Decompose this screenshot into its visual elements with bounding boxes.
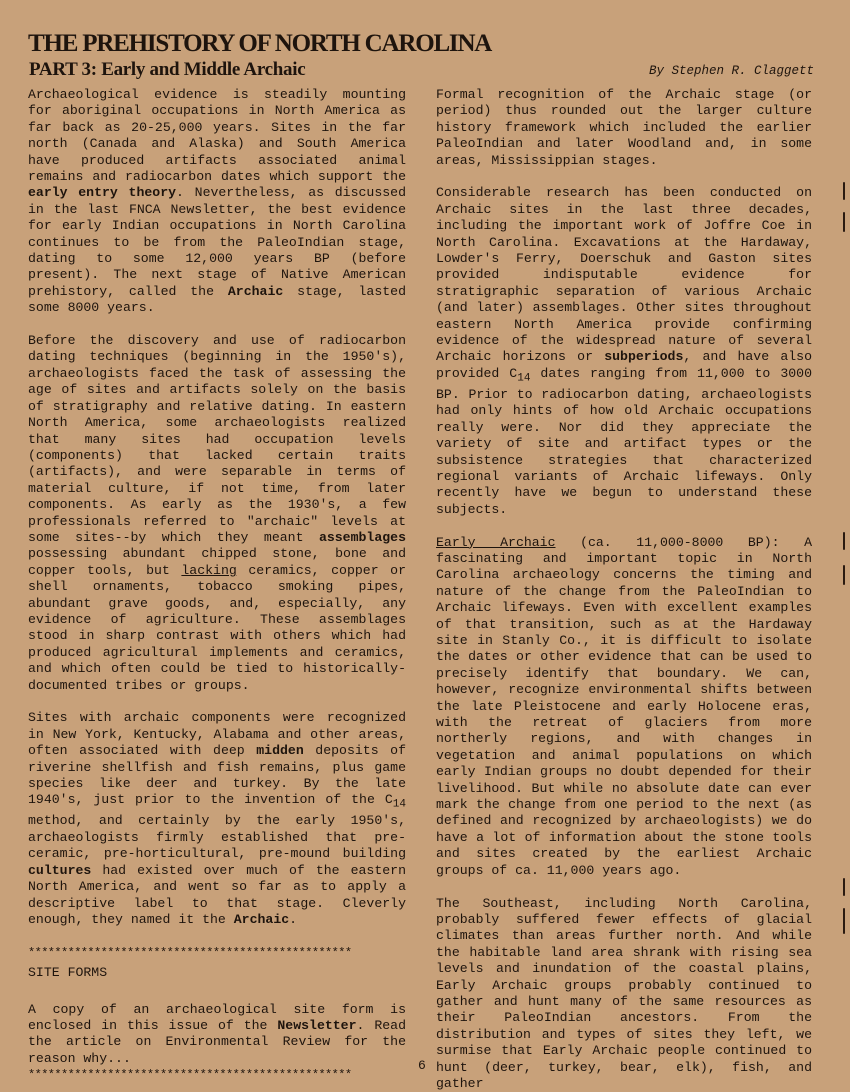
term-assemblages: assemblages [319,530,406,545]
paragraph-research: Considerable research has been conducted on Archaic sites in the last three decades, including the important work of Joffre Coe in North Carolina. Excavations at the Hardaway, Lowder's Ferry, Doerschuk and Gaston sites provided indisputable evidence for stratigraphic separation of various Archaic (and later) assemblages. Other sites throughout eastern North America provide confirming evidence of the widespread nature of several Archaic horizons or subperiods, and have also provided $C_{14}$ dates ranging from 11,000 to 3000 BP. Prior to radiocarbon dating, archaeologists had only hints of how old Archaic occupations really were. Nor did they appreciate the variety of site and artifact types or the subsistence strategies that characterized regional variants of Archaic lifeways. Only recently have we begun to understand these subjects. [436,185,812,518]
margin-mark [843,212,845,232]
term-newsletter: Newsletter [277,1018,356,1033]
paragraph-intro: Archaeological evidence is steadily mounting for aboriginal occupations in North America as far back as 20-25,000 years. Sites in the far north (Canada and Alaska) and South America have produced artifacts associated animal remains and radiocarbon dates which support the early entry theory. Nevertheless, as discussed in the last FNCA Newsletter, the best evidence for early Indian occupations in North Carolina continues to be from the PaleoIndian stage, dating to some 12,000 years BP (before present). The next stage of Native American prehistory, called the Archaic stage, lasted some 8000 years. [28,87,406,317]
term-lacking: lacking [181,563,236,578]
term-early-entry-theory: early entry theory [28,185,176,200]
margin-mark [843,878,845,896]
star-divider-bottom: ************************************************* [28,1067,406,1083]
subscript-14-right: 14 [517,373,530,385]
paragraph-radiocarbon: Before the discovery and use of radiocarbon dating techniques (beginning in the 1950's), archaeologists faced the task of assessing the age of sites and artifacts solely on the basis of stratigraphy and relative dating. In eastern North America, some archaeologists realized that many sites had occupation levels (components) that lacked certain traits (artifacts), and were separable in terms of material culture, if not time, from later components. As early as the 1930's, a few professionals referred to "archaic" levels at some sites--by which they meant assemblages possessing abundant chipped stone, bone and copper tools, but lacking ceramics, copper or shell ornaments, tobacco smoking pipes, abundant grave goods, and, especially, any evidence of agriculture. These assemblages stood in sharp contrast with others which had produced agricultural implements and ceramics, and which often could be tied to historically-documented tribes or groups. [28,333,406,694]
margin-mark [843,565,845,585]
term-cultures: cultures [28,863,91,878]
author-byline: By Stephen R. Claggett [649,64,814,78]
paragraph-formal-recognition: Formal recognition of the Archaic stage (or period) thus rounded out the larger culture history framework which included the earlier PaleoIndian and later Woodland and, in some areas, Mississippian stages. [436,87,812,169]
star-divider: ************************************************* [28,945,406,961]
paragraph-sites: Sites with archaic components were recognized in New York, Kentucky, Alabama and other areas, often associated with deep midden deposits of riverine shellfish and fish remains, plus game species like deer and turkey. By the late 1940's, just prior to the invention of the $C_{14}$ method, and certainly by the early 1950's, archaeologists firmly established that pre-ceramic, pre-horticultural, pre-mound building cultures had existed over much of the eastern North America, and went so far as to apply a descriptive label to that stage. Cleverly enough, they named it the Archaic. [28,710,406,928]
article-title: THE PREHISTORY OF NORTH CAROLINA [28,30,491,58]
paragraph-early-archaic: Early Archaic (ca. 11,000-8000 BP): A fascinating and important topic in North Carolina archaeology concerns the timing and nature of the change from the PaleoIndian to Archaic lifeways. Even with excellent examples of that transition, such as at the Hardaway site in Stanly Co., it is difficult to isolate the dates or other evidence that can be used to precisely identify that boundary. We can, however, recognize environmental shifts between the late Pleistocene and early Holocene eras, with the retreat of glaciers from more northerly regions, and with changes in vegetation and animal populations on which early Indian groups no doubt depended for their livelihood. But while no absolute date can ever mark the change from one period to the next (as defined and recognized by archaeologists) we do have a lot of information about the stone tools and sites created by the earliest Archaic groups of ca. 11,000 years ago. [436,535,812,880]
term-archaic-2: Archaic [234,912,289,927]
page-number: 6 [418,1058,426,1073]
subscript-14: 14 [393,799,406,811]
term-archaic: Archaic [228,284,283,299]
paragraph-southeast: The Southeast, including North Carolina, probably suffered fewer effects of glacial climates than areas further north. And while the habitable land area shrank with rising sea levels and inundation of the coastal plains, Early Archaic groups probably continued to gather and hunt many of the same resources as their PaleoIndian ancestors. From the distribution and types of sites they left, we surmise that Early Archaic people continued to hunt (deer, turkey, bear, elk), fish, and gather [436,896,812,1092]
section-heading-early-archaic: Early Archaic [436,535,556,550]
margin-mark [843,182,845,200]
margin-mark [843,908,845,934]
left-column [28,87,406,1084]
margin-mark [843,532,845,550]
paragraph-site-forms: A copy of an archaeological site form is enclosed in this issue of the Newsletter. Read the article on Environmental Review for the reason why... [28,1002,406,1068]
site-forms-heading: SITE FORMS [28,965,406,981]
article-subtitle: PART 3: Early and Middle Archaic [29,59,305,81]
term-midden: midden [256,743,303,758]
term-subperiods: subperiods [604,349,683,364]
right-column [436,87,812,1092]
